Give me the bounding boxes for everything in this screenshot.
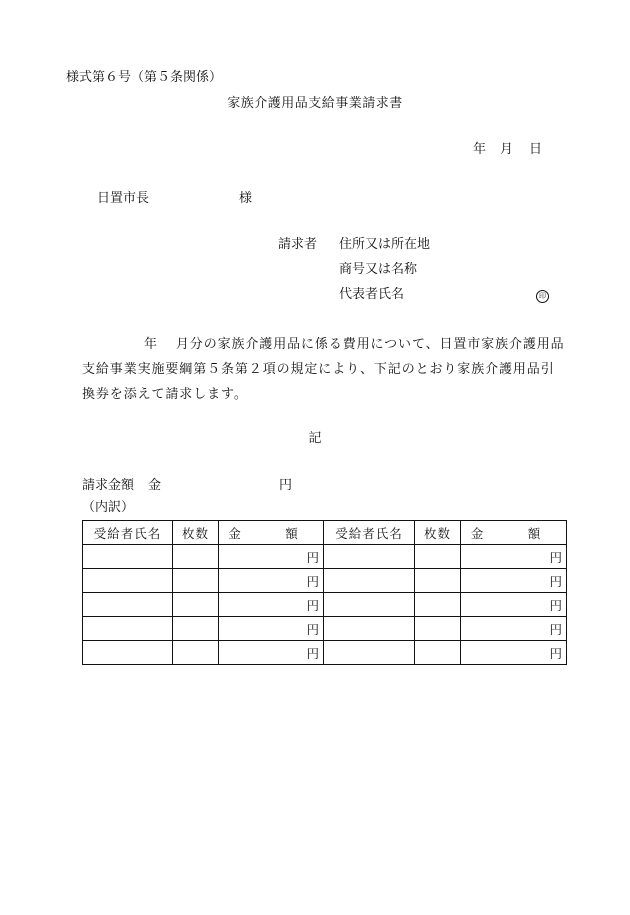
amount-cell[interactable]: 円 xyxy=(219,641,324,665)
claimant-label: 請求者 xyxy=(278,237,318,252)
amount-cell[interactable]: 円 xyxy=(219,593,324,617)
breakdown-table xyxy=(82,520,567,665)
body-text: 月分の家族介護用品に係る費用について、日置市家族介護用品支給事業実施要綱第５条第２項の規定により、下記のとおり家族介護用品引換券を添えて請求します。 xyxy=(82,337,565,402)
recipient-name-cell[interactable] xyxy=(83,593,173,617)
amount-cell[interactable]: 円 xyxy=(219,569,324,593)
addressee xyxy=(97,191,252,207)
table-header-row xyxy=(83,521,567,545)
count-cell[interactable] xyxy=(173,593,219,617)
amount-label: 請求金額 xyxy=(82,478,135,493)
amount-cell[interactable]: 円 xyxy=(461,617,567,641)
representative-label: 代表者氏名 xyxy=(339,287,405,302)
count-cell[interactable] xyxy=(415,641,461,665)
addressee-suffix: 様 xyxy=(239,191,253,206)
count-cell[interactable] xyxy=(415,617,461,641)
recipient-name-cell[interactable] xyxy=(83,641,173,665)
recipient-name-cell[interactable] xyxy=(324,641,415,665)
header-count: 枚数 xyxy=(173,521,219,545)
amount-cell[interactable]: 円 xyxy=(219,617,324,641)
header-amount: 金 額 xyxy=(461,521,567,545)
form-number: 様式第６号（第５条関係） xyxy=(66,70,223,85)
header-recipient-name: 受給者氏名 xyxy=(324,521,415,545)
addressee-name: 日置市長 xyxy=(97,191,150,206)
table-row xyxy=(83,593,567,617)
seal-mark-wrap xyxy=(536,287,549,303)
count-cell[interactable] xyxy=(173,569,219,593)
recipient-name-cell[interactable] xyxy=(324,617,415,641)
count-cell[interactable] xyxy=(173,641,219,665)
count-cell[interactable] xyxy=(415,545,461,569)
amount-suffix: 円 xyxy=(279,478,293,493)
address-label: 住所又は所在地 xyxy=(339,237,431,252)
count-cell[interactable] xyxy=(173,545,219,569)
recipient-name-cell[interactable] xyxy=(83,569,173,593)
recipient-name-cell[interactable] xyxy=(324,569,415,593)
amount-prefix: 金 xyxy=(148,478,162,493)
table-row xyxy=(83,641,567,665)
amount-cell[interactable]: 円 xyxy=(461,569,567,593)
date-line xyxy=(473,142,542,158)
table-row xyxy=(83,569,567,593)
count-cell[interactable] xyxy=(415,569,461,593)
count-cell[interactable] xyxy=(415,593,461,617)
request-body xyxy=(82,332,568,407)
breakdown-label: （内訳） xyxy=(82,500,135,515)
date-day-label: 日 xyxy=(529,142,543,157)
document-title: 家族介護用品支給事業請求書 xyxy=(227,96,403,111)
recipient-name-cell[interactable] xyxy=(324,593,415,617)
claimant-fields xyxy=(339,237,430,312)
table-row xyxy=(83,617,567,641)
body-year-mark: 年 xyxy=(144,337,158,352)
date-year-label: 年 xyxy=(473,142,487,157)
table-row xyxy=(83,545,567,569)
date-month-label: 月 xyxy=(500,142,514,157)
amount-line xyxy=(82,478,292,494)
header-recipient-name: 受給者氏名 xyxy=(83,521,173,545)
amount-cell[interactable]: 円 xyxy=(461,593,567,617)
recipient-name-cell[interactable] xyxy=(83,545,173,569)
amount-cell[interactable]: 円 xyxy=(461,641,567,665)
header-amount: 金 額 xyxy=(219,521,324,545)
recipient-name-cell[interactable] xyxy=(324,545,415,569)
recipient-name-cell[interactable] xyxy=(83,617,173,641)
seal-icon: 印 xyxy=(536,290,549,303)
record-mark: 記 xyxy=(308,431,322,446)
trade-name-label: 商号又は名称 xyxy=(339,262,418,277)
count-cell[interactable] xyxy=(173,617,219,641)
amount-cell[interactable]: 円 xyxy=(219,545,324,569)
header-count: 枚数 xyxy=(415,521,461,545)
amount-cell[interactable]: 円 xyxy=(461,545,567,569)
